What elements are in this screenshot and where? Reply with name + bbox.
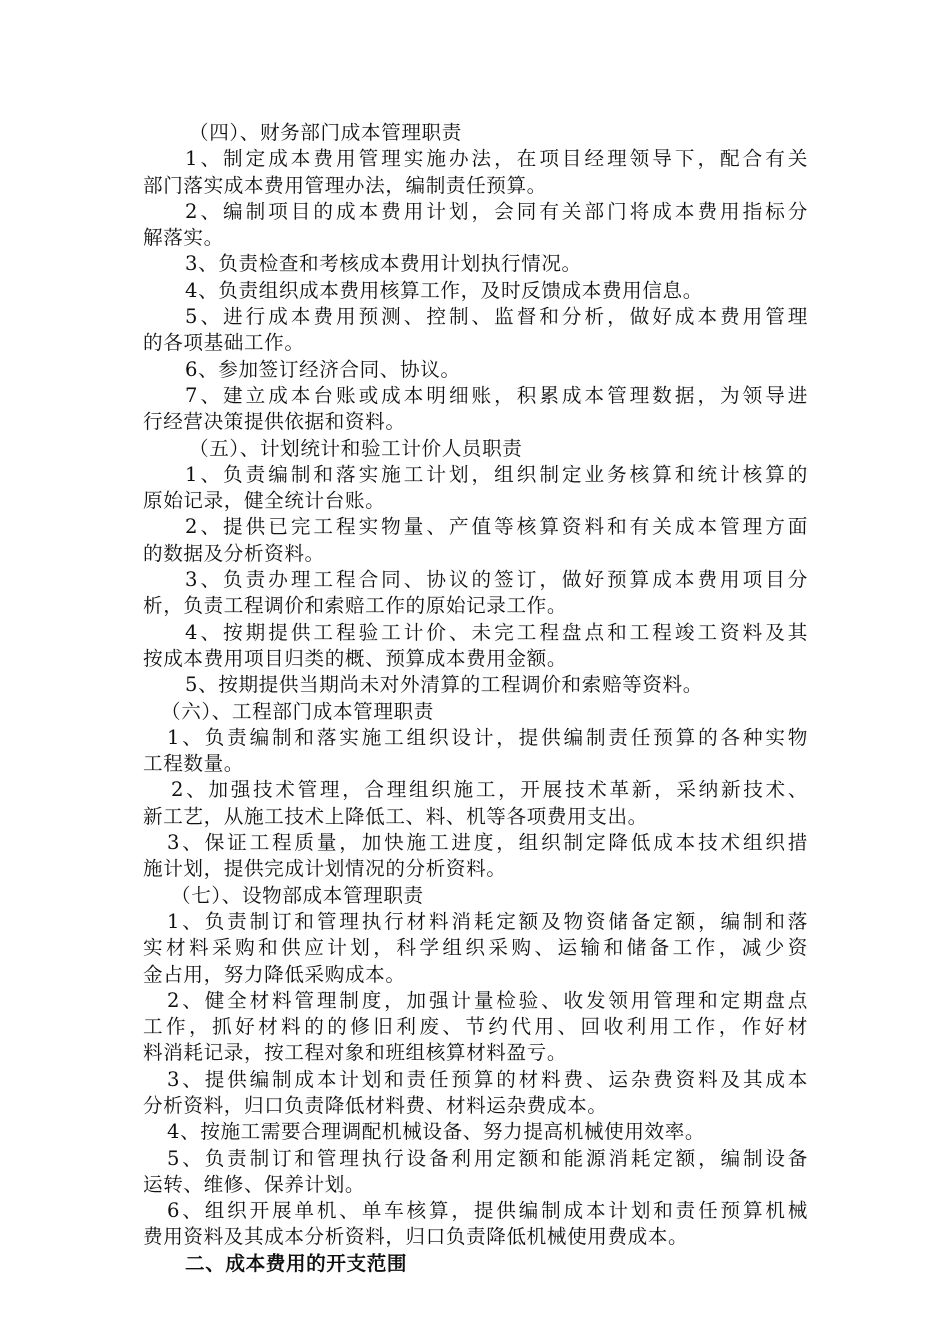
paragraph-line: 6、组织开展单机、单车核算，提供编制成本计划和责任预算机械 [167, 1199, 808, 1223]
paragraph-line: 2、编制项目的成本费用计划，会同有关部门将成本费用指标分 [185, 199, 808, 223]
paragraph-line: 的各项基础工作。 [143, 331, 305, 355]
paragraph-line: 析，负责工程调价和索赔工作的原始记录工作。 [143, 594, 568, 618]
section-heading-seven: （七）、设物部成本管理职责 [171, 883, 424, 907]
document-page [143, 120, 808, 1277]
section-heading-four: （四）、财务部门成本管理职责 [189, 121, 462, 144]
paragraph-line: 4、负责组织成本费用核算工作，及时反馈成本费用信息。 [185, 278, 703, 302]
paragraph-line: 3、负责检查和考核成本费用计划执行情况。 [185, 252, 582, 276]
paragraph-line: 行经营决策提供依据和资料。 [143, 410, 406, 434]
paragraph-line: 工作，抓好材料的的修旧利废、节约代用、回收利用工作，作好材 [143, 1015, 808, 1039]
paragraph-line: 3、提供编制成本计划和责任预算的材料费、运杂费资料及其成本 [167, 1067, 808, 1091]
paragraph-line: 5、进行成本费用预测、控制、监督和分析，做好成本费用管理 [185, 305, 808, 329]
paragraph-line: 5、负责制订和管理执行设备利用定额和能源消耗定额，编制设备 [167, 1146, 808, 1170]
paragraph-line: 3、保证工程质量，加快施工进度，组织制定降低成本技术组织措 [167, 831, 808, 855]
section-heading-six: （六）、工程部门成本管理职责 [161, 699, 434, 723]
paragraph-line: 6、参加签订经济合同、协议。 [185, 357, 461, 381]
paragraph-line: 2、健全材料管理制度，加强计量检验、收发领用管理和定期盘点 [167, 988, 808, 1012]
paragraph-line: 的数据及分析资料。 [143, 541, 325, 565]
paragraph-line: 1、负责编制和落实施工计划，组织制定业务核算和统计核算的 [185, 462, 808, 486]
chapter-heading-two: 二、成本费用的开支范围 [185, 1251, 408, 1275]
paragraph-line: 运转、维修、保养计划。 [143, 1172, 366, 1196]
paragraph-line: 新工艺，从施工技术上降低工、料、机等各项费用支出。 [143, 804, 648, 828]
paragraph-line: 7、建立成本台账或成本明细账，积累成本管理数据，为领导进 [185, 383, 808, 407]
paragraph-line: 按成本费用项目归类的概、预算成本费用金额。 [143, 646, 568, 670]
paragraph-line: 实材料采购和供应计划，科学组织采购、运输和储备工作，减少资 [143, 936, 808, 960]
paragraph-line: 1、制定成本费用管理实施办法，在项目经理领导下，配合有关 [185, 147, 808, 171]
paragraph-line: 2、提供已完工程实物量、产值等核算资料和有关成本管理方面 [185, 515, 808, 539]
paragraph-line: 4、按施工需要合理调配机械设备、努力提高机械使用效率。 [167, 1120, 706, 1144]
paragraph-line: 2、加强技术管理，合理组织施工，开展技术革新，采纳新技术、 [171, 778, 808, 802]
paragraph-line: 料消耗记录，按工程对象和班组核算材料盈亏。 [143, 1041, 568, 1065]
paragraph-line: 1、负责制订和管理执行材料消耗定额及物资储备定额，编制和落 [167, 909, 808, 933]
paragraph-line: 金占用，努力降低采购成本。 [143, 962, 406, 986]
paragraph-line: 解落实。 [143, 226, 224, 250]
paragraph-line: 分析资料，归口负责降低材料费、材料运杂费成本。 [143, 1093, 608, 1117]
paragraph-line: 原始记录，健全统计台账。 [143, 489, 386, 513]
paragraph-line: 工程数量。 [143, 752, 244, 776]
paragraph-line: 5、按期提供当期尚未对外清算的工程调价和索赔等资料。 [185, 673, 703, 697]
section-heading-five: （五）、计划统计和验工计价人员职责 [189, 436, 523, 460]
paragraph-line: 费用资料及其成本分析资料，归口负责降低机械使用费成本。 [143, 1225, 689, 1249]
paragraph-line: 3、负责办理工程合同、协议的签订，做好预算成本费用项目分 [185, 568, 808, 592]
paragraph-line: 部门落实成本费用管理办法，编制责任预算。 [143, 173, 547, 197]
paragraph-line: 1、负责编制和落实施工组织设计，提供编制责任预算的各种实物 [167, 725, 808, 749]
paragraph-line: 施计划，提供完成计划情况的分析资料。 [143, 857, 507, 881]
paragraph-line: 4、按期提供工程验工计价、未完工程盘点和工程竣工资料及其 [185, 620, 808, 644]
